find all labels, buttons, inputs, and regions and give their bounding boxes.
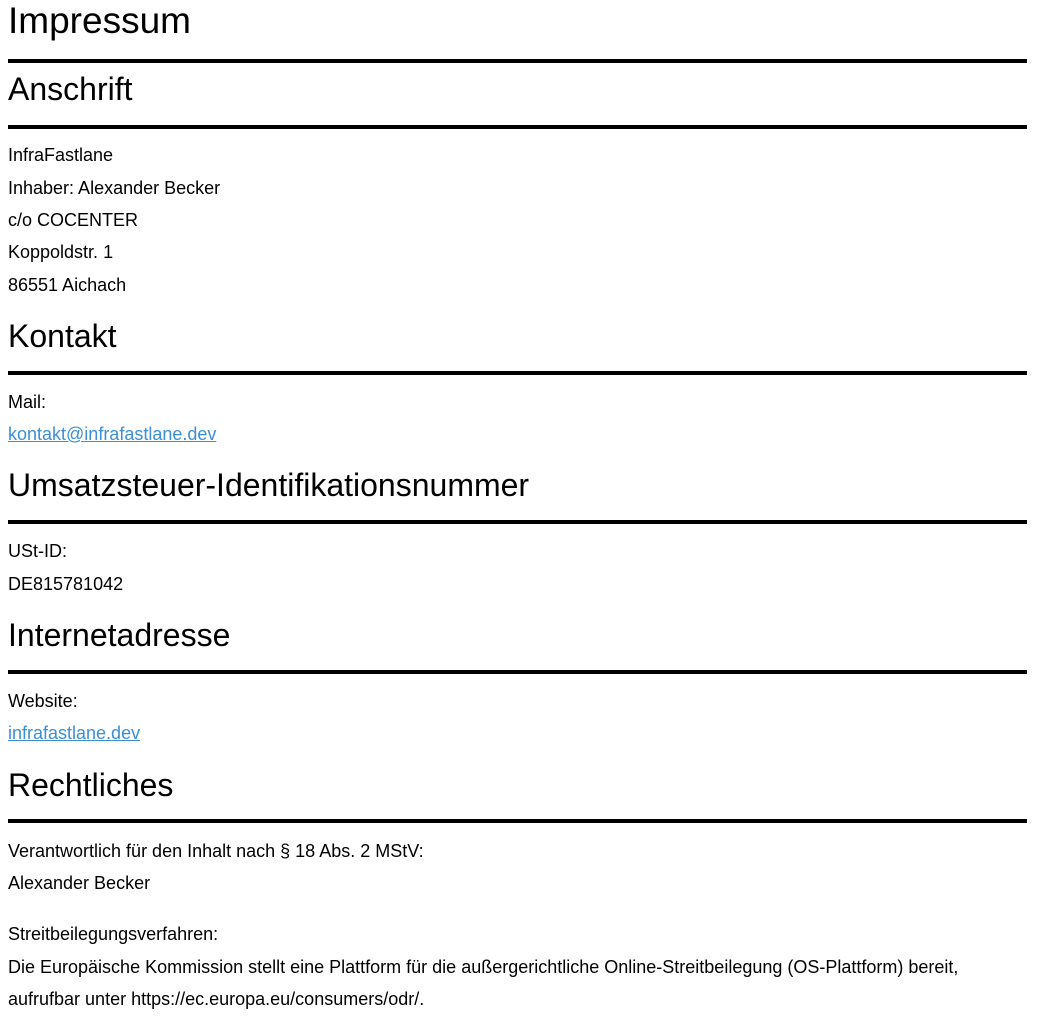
section-divider-ust [8,520,1027,524]
address-line-city: 86551 Aichach [8,275,127,295]
section-heading-internet: Internetadresse [8,617,231,653]
mail-link[interactable]: kontakt@infrafastlane.dev [8,424,217,444]
address-line-co: c/o COCENTER [8,210,139,230]
section-divider-anschrift [8,125,1027,129]
address-line-owner: Inhaber: Alexander Becker [8,178,221,198]
section-heading-ust: Umsatzsteuer-Identifikationsnummer [8,467,530,503]
dispute-label: Streitbeilegungsverfahren: [8,924,219,944]
page-title: Impressum [8,0,191,41]
section-divider-kontakt [8,371,1027,375]
responsible-name: Alexander Becker [8,873,151,893]
section-heading-rechtliches: Rechtliches [8,767,174,803]
ust-label: USt-ID: [8,541,68,561]
section-divider-internet [8,670,1027,674]
dispute-text-line-1: Die Europäische Kommission stellt eine Plattform für die außergerichtliche Online-Streitbeilegung (OS-Plattform) bereit, [8,957,959,977]
responsible-label: Verantwortlich für den Inhalt nach § 18 Abs. 2 MStV: [8,841,424,861]
address-line-company: InfraFastlane [8,145,114,165]
address-line-street: Koppoldstr. 1 [8,242,114,262]
section-divider-rechtliches [8,819,1027,823]
mail-label: Mail: [8,392,47,412]
section-heading-kontakt: Kontakt [8,318,117,354]
section-heading-anschrift: Anschrift [8,71,133,107]
title-divider [8,59,1027,63]
website-label: Website: [8,691,78,711]
dispute-text-line-2: aufrufbar unter https://ec.europa.eu/consumers/odr/. [8,989,425,1009]
ust-value: DE815781042 [8,574,124,594]
website-link[interactable]: infrafastlane.dev [8,723,141,743]
